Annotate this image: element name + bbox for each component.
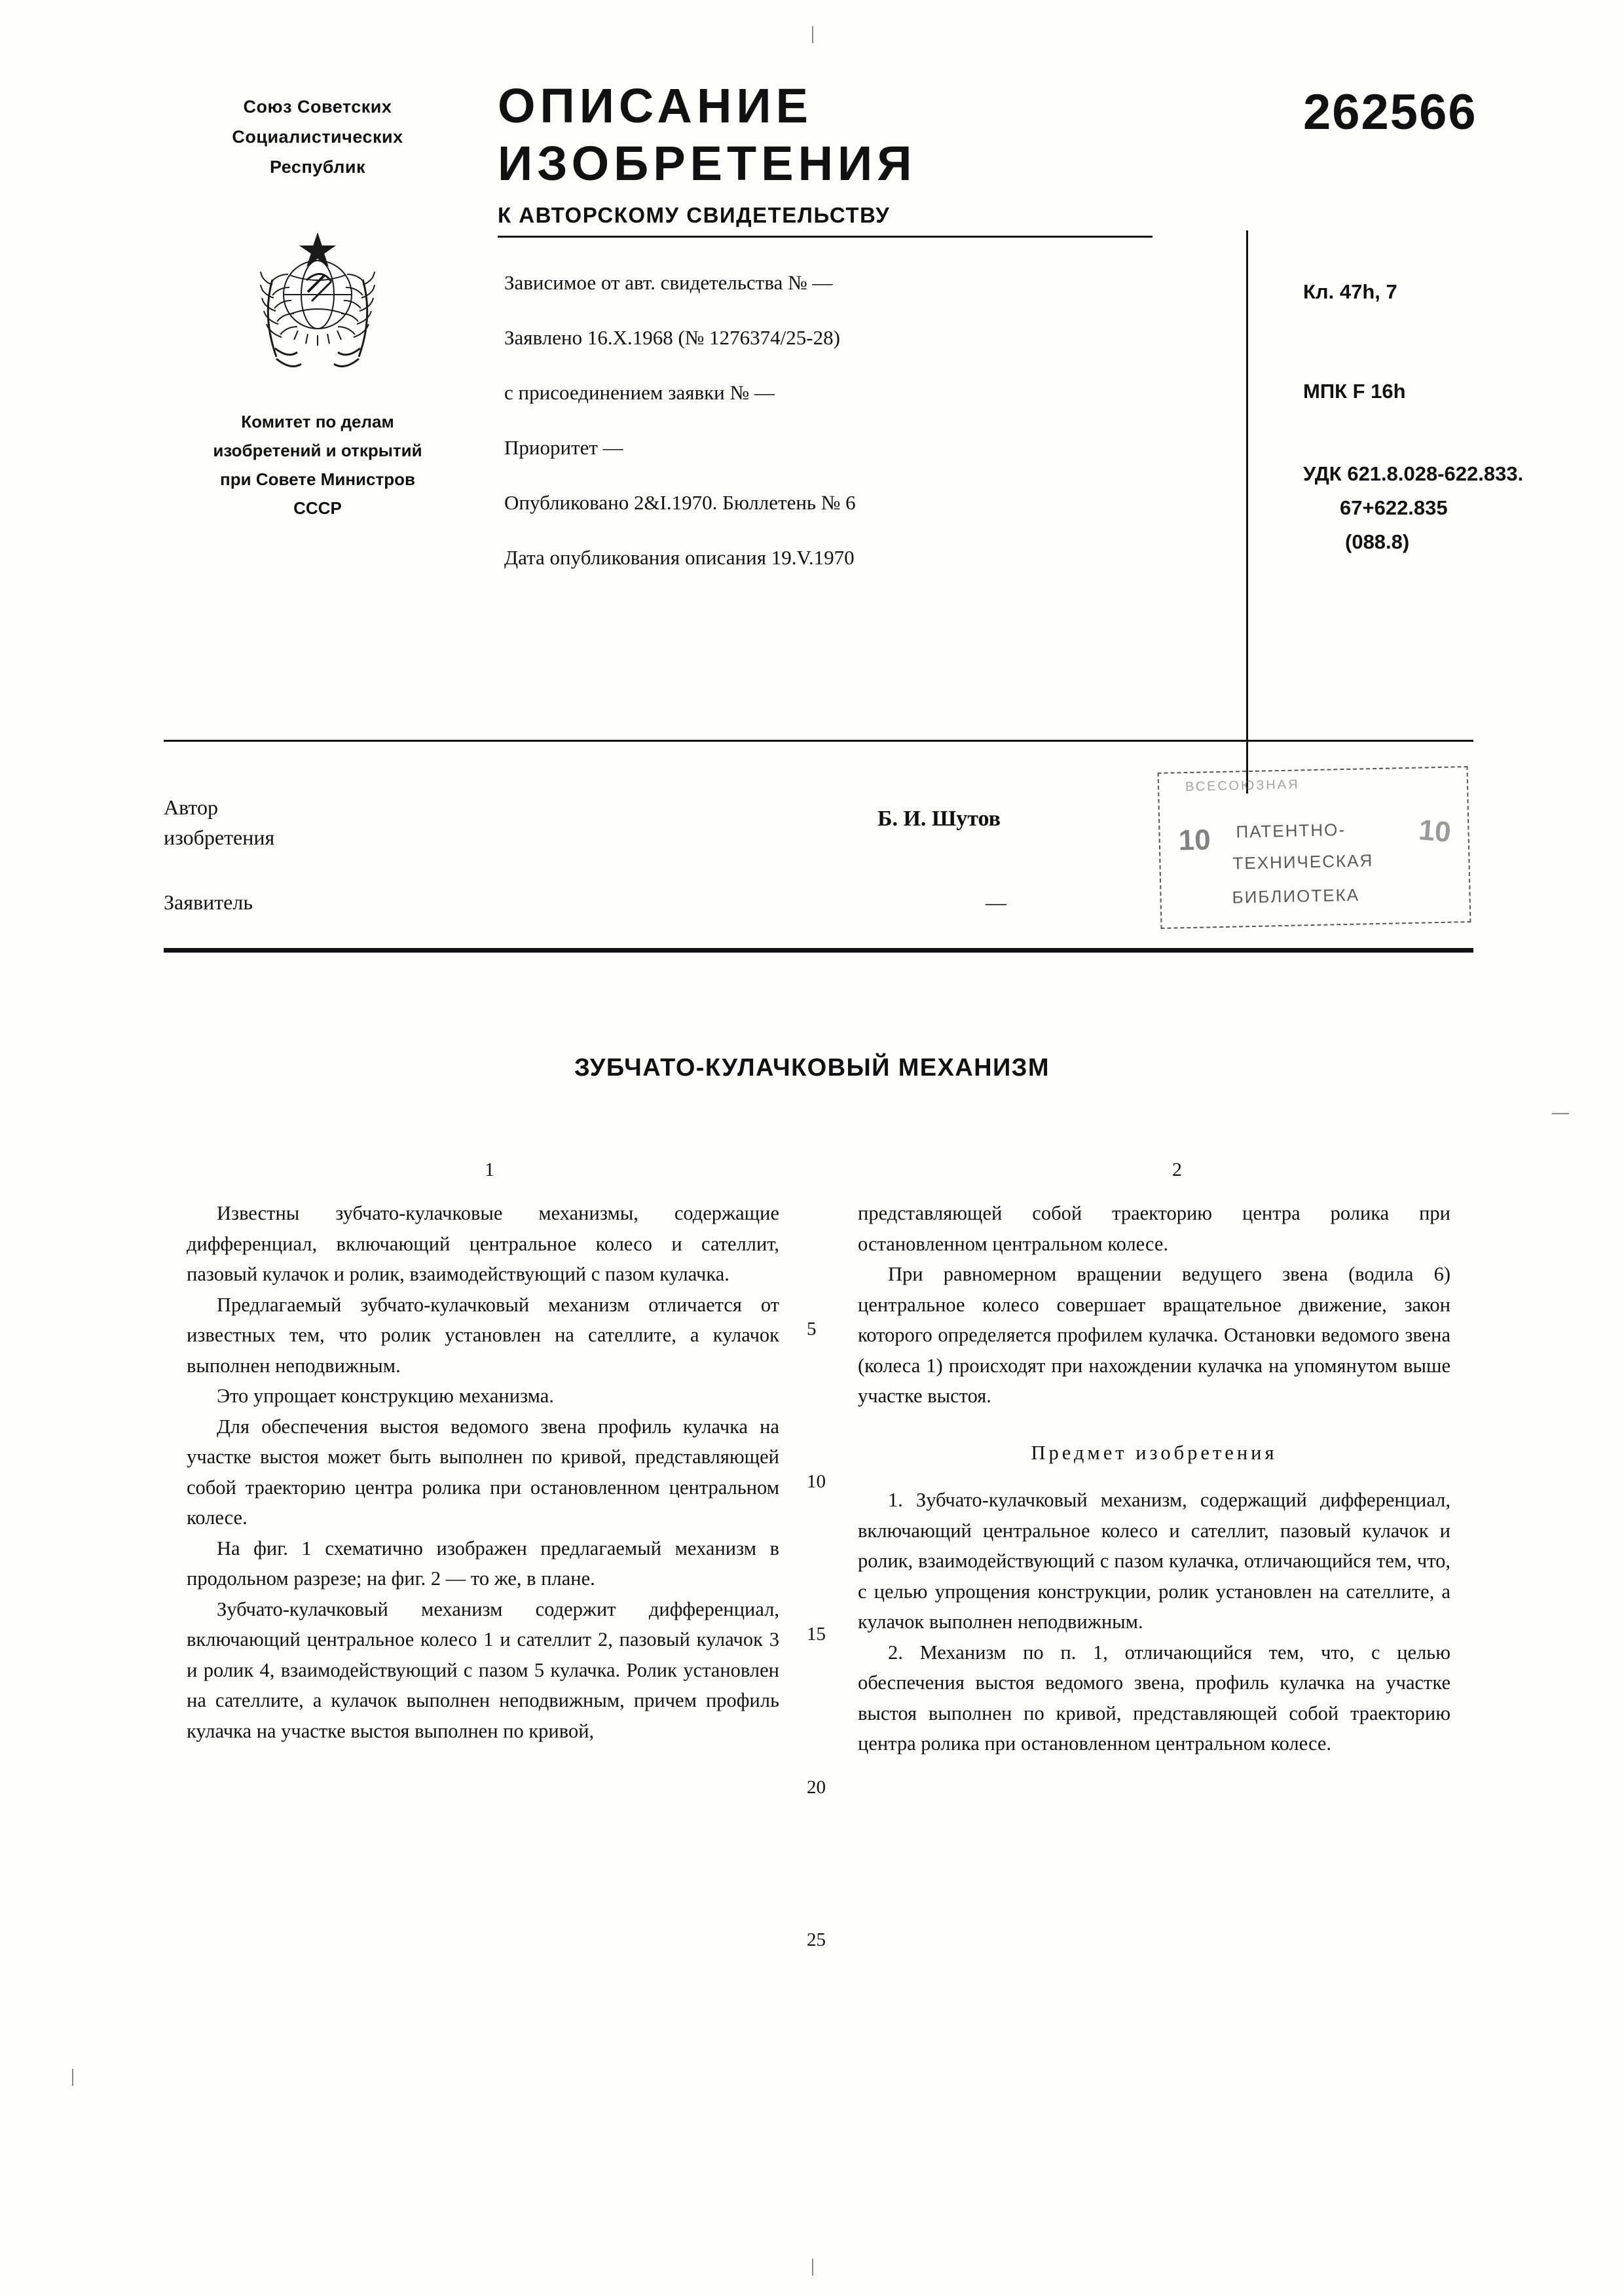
crop-tick [1552,1113,1569,1114]
filed-date: Заявлено 16.X.1968 (№ 1276374/25-28) [504,326,840,349]
udk-line-1: УДК 621.8.028-622.833. [1303,462,1524,485]
udk-line-2: 67+622.835 [1340,496,1448,519]
header-vertical-divider [1246,230,1248,793]
crop-tick [72,2069,73,2086]
bibliographic-left [504,255,1159,585]
classification-class: Кл. 47h, 7 [1303,280,1397,303]
title-divider [498,236,1153,238]
document-title-line-2: ИЗОБРЕТЕНИЯ [498,136,917,191]
line-number: 10 [807,1471,826,1492]
paragraph: представляющей собой траекторию центра ролика при остановленном центральном колесе. [858,1202,1450,1255]
priority: Приоритет — [504,436,623,459]
text-column-right [858,1198,1450,1759]
header-bottom-rule [164,740,1473,742]
stamp-line-2: ТЕХНИЧЕСКАЯ [1232,850,1374,873]
crop-tick [812,2259,813,2276]
page-title: ЗУБЧАТО-КУЛАЧКОВЫЙ МЕХАНИЗМ [574,1054,1050,1082]
line-number: 20 [807,1777,826,1798]
document-title-line-1: ОПИСАНИЕ [498,79,813,133]
column-number-right: 2 [1172,1159,1182,1180]
committee-line-3: при Совете Министров [220,469,415,489]
stamp-number-left: 10 [1178,824,1211,857]
library-stamp [1158,766,1471,929]
dependent-certificate: Зависимое от авт. свидетельства № — [504,271,833,294]
author-bottom-rule [164,948,1473,953]
paragraph: Это упрощает конструкцию механизма. [217,1385,554,1407]
paragraph: Для обеспечения выстоя ведомого звена профиль кулачка на участке выстоя может быть выполнен по кривой, представляющей собой траекторию центра ролика при остановленном центральном колесе. [187,1415,779,1529]
committee-line-1: Комитет по делам [241,412,394,431]
document-subtitle: К АВТОРСКОМУ СВИДЕТЕЛЬСТВУ [498,203,891,227]
emblem-column [164,92,471,522]
document-header [164,79,1524,720]
stamp-line-3: БИБЛИОТЕКА [1232,884,1360,907]
union-line-2: Социалистических [232,127,403,147]
with-application: с присоединением заявки № — [504,381,775,404]
claim-item: 2. Механизм по п. 1, отличающийся тем, что, с целью обеспечения выстоя ведомого звена, профиль кулачка на участке выстоя выполнен по кривой, представляющей собой траекторию центра ролика при остановленном центральном колесе. [858,1641,1450,1755]
published: Опубликовано 2&I.1970. Бюллетень № 6 [504,491,856,514]
paragraph: Зубчато-кулачковый механизм содержит дифференциал, включающий центральное колесо 1 и сателлит 2, пазовый кулачок 3 и ролик 4, взаимодействующий с пазом 5 кулачка. Ролик установлен на сателлите, а кулачок выполнен неподвижным, причем профиль кулачка на участке выстоя выполнен по кривой, [187,1597,779,1742]
publication-date: Дата опубликования описания 19.V.1970 [504,546,855,569]
line-number: 15 [807,1624,826,1645]
patent-number: 262566 [1303,84,1477,140]
applicant-value: — [986,890,1006,914]
applicant-label: Заявитель [164,890,253,914]
paragraph: При равномерном вращении ведущего звена (водила 6) центральное колесо совершает вращательное движение, закон которого определяется профилем кулачка. Остановки ведомого звена (колеса 1) происходят при нахождении кулачка на упомянутом выше участке выстоя. [858,1263,1450,1407]
stamp-number-right: 10 [1417,814,1452,849]
committee-line-2: изобретений и открытий [213,441,422,460]
udk-line-3: (088.8) [1345,530,1410,553]
stamp-top-text: ВСЕСОЮЗНАЯ [1185,777,1300,795]
text-column-left [187,1198,779,1746]
union-line-1: Союз Советских [243,97,392,117]
line-number: 25 [807,1929,826,1950]
title-column [498,79,1172,238]
soviet-coat-of-arms-icon [236,196,399,393]
line-number: 5 [807,1319,817,1339]
paragraph: Известны зубчато-кулачковые механизмы, содержащие дифференциал, включающий центральное колесо и сателлит, пазовый кулачок и ролик, взаимодействующий с пазом кулачка. [187,1202,779,1285]
bibliographic-right [1303,275,1624,559]
paragraph: Предлагаемый зубчато-кулачковый механизм отличается от известных тем, что ролик установлен на сателлите, а кулачок выполнен неподвижным. [187,1293,779,1377]
crop-tick [812,26,813,43]
classification-ipc: МПК F 16h [1303,380,1406,403]
author-name: Б. И. Шутов [877,807,1001,831]
paragraph: На фиг. 1 схематично изображен предлагаемый механизм в продольном разрезе; на фиг. 2 — то же, в плане. [187,1537,779,1590]
stamp-line-1: ПАТЕНТНО- [1236,819,1346,842]
committee-line-4: СССР [293,498,342,518]
author-label-line-2: изобретения [164,826,275,849]
claim-item: 1. Зубчато-кулачковый механизм, содержащий дифференциал, включающий центральное колесо и сателлит, пазовый кулачок и ролик, взаимодействующий с пазом кулачка, отличающийся тем, что, с целью упрощения конструкции, ролик установлен на сателлите, а кулачок выполнен неподвижным. [858,1489,1450,1633]
union-line-3: Республик [269,157,366,177]
claims-heading: Предмет изобретения [1031,1441,1278,1464]
author-label-line-1: Автор [164,795,218,819]
author-label [164,792,274,852]
column-number-left: 1 [485,1159,494,1180]
